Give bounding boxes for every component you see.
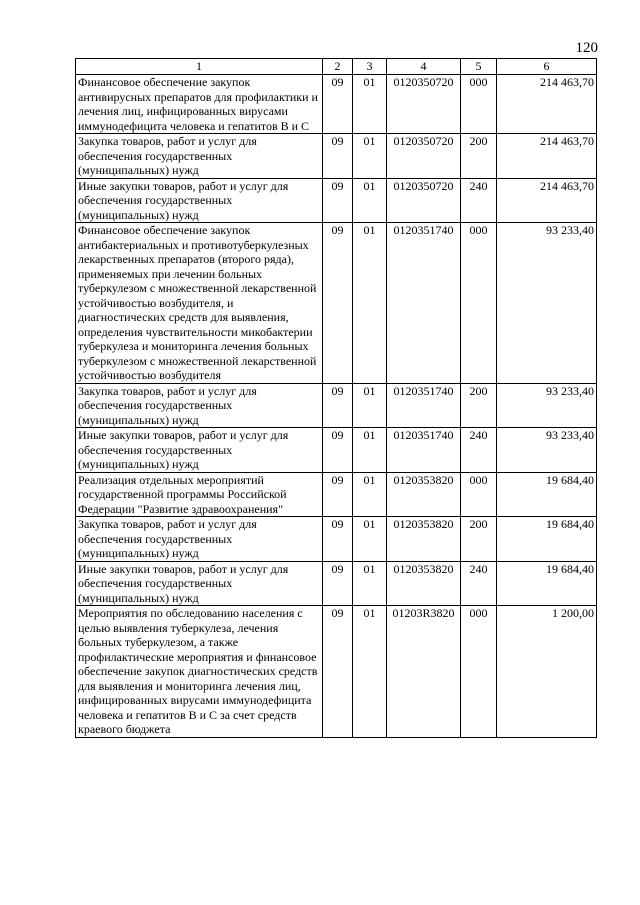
expense-type-cell: 000 (461, 472, 497, 517)
target-article-cell: 0120350720 (387, 178, 461, 223)
expense-type-cell: 000 (461, 75, 497, 134)
amount-cell: 214 463,70 (497, 178, 597, 223)
section-cell: 09 (323, 383, 353, 428)
target-article-cell: 0120350720 (387, 75, 461, 134)
section-cell: 09 (323, 517, 353, 562)
column-header: 4 (387, 59, 461, 75)
row-name-cell: Мероприятия по обследованию населения с целью выявления туберкулеза, лечения больных туберкулезом, а также профилактические мероприятия и финансовое обеспечение закупок диагностических средств для выявления и мониторинга лечения лиц, инфицированных вирусами иммунодефицита человека и гепатитов В и С за счет средств краевого бюджета (76, 606, 323, 738)
section-cell: 09 (323, 561, 353, 606)
section-cell: 09 (323, 178, 353, 223)
amount-cell: 214 463,70 (497, 134, 597, 179)
table-row (76, 472, 597, 517)
row-name-cell: Финансовое обеспечение закупок антивирусных препаратов для профилактики и лечения лиц, инфицированных вирусами иммунодефицита человека и гепатитов В и С (76, 75, 323, 134)
amount-cell: 1 200,00 (497, 606, 597, 738)
row-name-cell: Закупка товаров, работ и услуг для обеспечения государственных (муниципальных) нужд (76, 517, 323, 562)
subsection-cell: 01 (353, 606, 387, 738)
amount-cell: 19 684,40 (497, 472, 597, 517)
amount-cell: 93 233,40 (497, 223, 597, 384)
amount-cell: 214 463,70 (497, 75, 597, 134)
column-header: 6 (497, 59, 597, 75)
header-row (76, 59, 597, 75)
expense-type-cell: 200 (461, 517, 497, 562)
expense-type-cell: 200 (461, 134, 497, 179)
section-cell: 09 (323, 134, 353, 179)
subsection-cell: 01 (353, 472, 387, 517)
section-cell: 09 (323, 223, 353, 384)
subsection-cell: 01 (353, 517, 387, 562)
expense-type-cell: 000 (461, 606, 497, 738)
target-article-cell: 0120350720 (387, 134, 461, 179)
budget-table (75, 58, 597, 738)
target-article-cell: 0120351740 (387, 428, 461, 473)
table-row (76, 561, 597, 606)
table-row (76, 606, 597, 738)
row-name-cell: Финансовое обеспечение закупок антибактериальных и противотуберкулезных лекарственных препаратов (второго ряда), применяемых при лечении больных туберкулезом с множественной лекарственной устойчивостью возбудителя, и диагностических средств для выявления, определения чувствительности микобактерии туберкулеза и мониторинга лечения больных туберкулезом с множественной лекарственной устойчивостью возбудителя (76, 223, 323, 384)
subsection-cell: 01 (353, 383, 387, 428)
section-cell: 09 (323, 428, 353, 473)
amount-cell: 93 233,40 (497, 428, 597, 473)
amount-cell: 19 684,40 (497, 517, 597, 562)
subsection-cell: 01 (353, 561, 387, 606)
page-number: 120 (575, 40, 598, 56)
column-header: 3 (353, 59, 387, 75)
subsection-cell: 01 (353, 223, 387, 384)
target-article-cell: 0120351740 (387, 383, 461, 428)
amount-cell: 93 233,40 (497, 383, 597, 428)
target-article-cell: 0120353820 (387, 561, 461, 606)
subsection-cell: 01 (353, 75, 387, 134)
row-name-cell: Реализация отдельных мероприятий государственной программы Российской Федерации "Развитие здравоохранения" (76, 472, 323, 517)
row-name-cell: Иные закупки товаров, работ и услуг для обеспечения государственных (муниципальных) нужд (76, 561, 323, 606)
column-header: 1 (76, 59, 323, 75)
section-cell: 09 (323, 472, 353, 517)
target-article-cell: 0120353820 (387, 517, 461, 562)
row-name-cell: Иные закупки товаров, работ и услуг для обеспечения государственных (муниципальных) нужд (76, 178, 323, 223)
target-article-cell: 0120353820 (387, 472, 461, 517)
expense-type-cell: 240 (461, 178, 497, 223)
table-row (76, 517, 597, 562)
target-article-cell: 0120351740 (387, 223, 461, 384)
amount-cell: 19 684,40 (497, 561, 597, 606)
section-cell: 09 (323, 75, 353, 134)
row-name-cell: Иные закупки товаров, работ и услуг для обеспечения государственных (муниципальных) нужд (76, 428, 323, 473)
row-name-cell: Закупка товаров, работ и услуг для обеспечения государственных (муниципальных) нужд (76, 134, 323, 179)
section-cell: 09 (323, 606, 353, 738)
table-row (76, 75, 597, 134)
target-article-cell: 01203R3820 (387, 606, 461, 738)
table-row (76, 134, 597, 179)
table-row (76, 178, 597, 223)
table-row (76, 428, 597, 473)
column-header: 2 (323, 59, 353, 75)
subsection-cell: 01 (353, 178, 387, 223)
expense-type-cell: 240 (461, 428, 497, 473)
expense-type-cell: 200 (461, 383, 497, 428)
table-row (76, 383, 597, 428)
subsection-cell: 01 (353, 134, 387, 179)
row-name-cell: Закупка товаров, работ и услуг для обеспечения государственных (муниципальных) нужд (76, 383, 323, 428)
column-header: 5 (461, 59, 497, 75)
expense-type-cell: 240 (461, 561, 497, 606)
subsection-cell: 01 (353, 428, 387, 473)
expense-type-cell: 000 (461, 223, 497, 384)
table-row (76, 223, 597, 384)
